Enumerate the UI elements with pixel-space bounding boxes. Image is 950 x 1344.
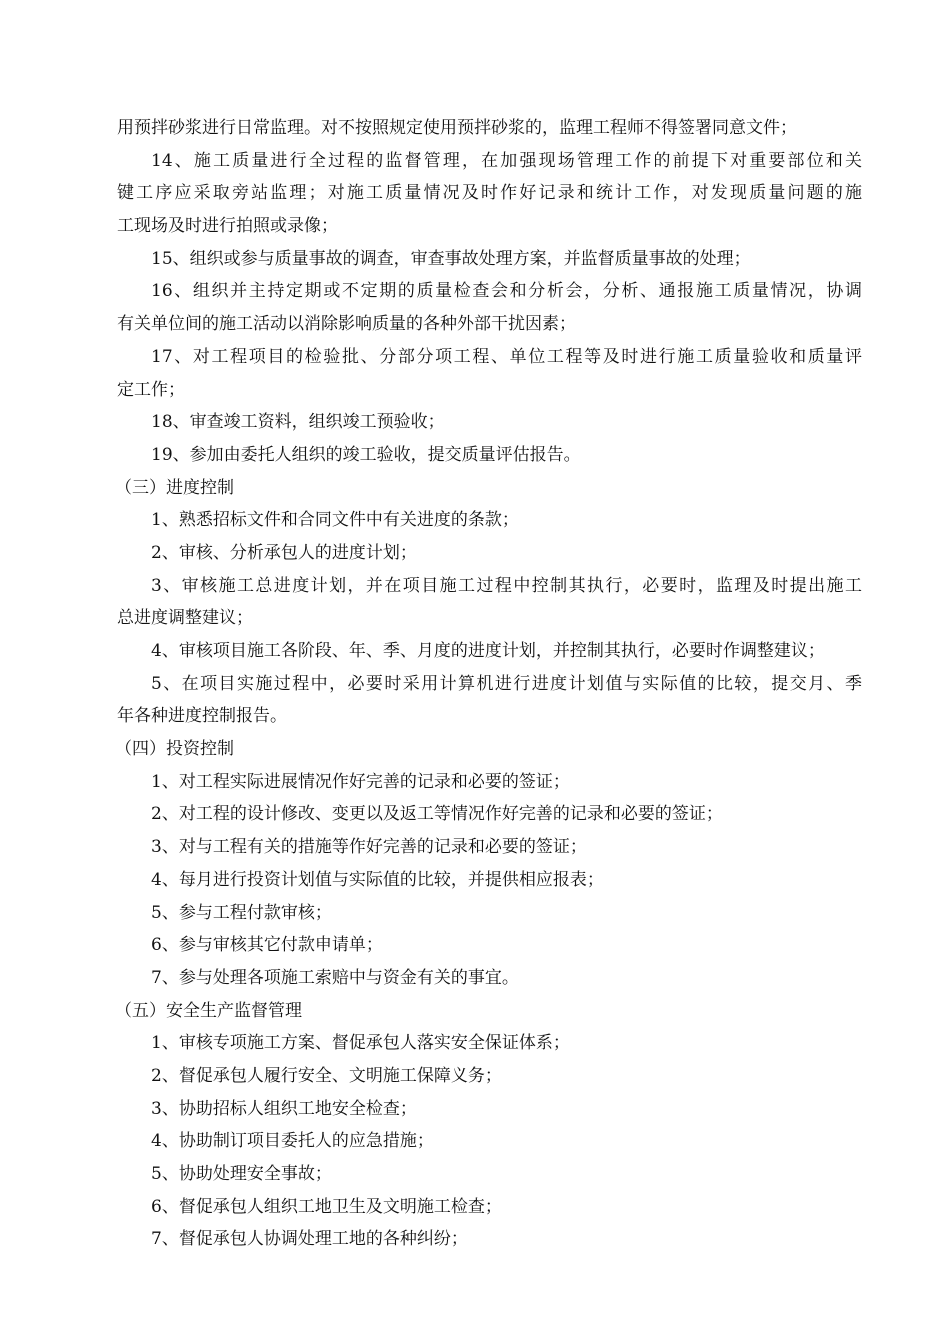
section-heading-schedule-control: （三）进度控制 (115, 477, 234, 498)
list-item: 2、审核、分析承包人的进度计划； (151, 542, 417, 563)
list-item: 4、审核项目施工各阶段、年、季、月度的进度计划，并控制其执行，必要时作调整建议； (151, 641, 825, 661)
list-item: 2、督促承包人履行安全、文明施工保障义务； (151, 1065, 502, 1086)
paragraph-item-18: 18、审查竣工资料，组织竣工预验收； (151, 412, 445, 433)
text-line: 用预拌砂浆进行日常监理。对不按照规定使用预拌砂浆的，监理工程师不得签署同意文件； (117, 118, 797, 138)
text-line: 有关单位间的施工活动以消除影响质量的各种外部干扰因素； (117, 314, 576, 335)
text-line: 定工作； (117, 379, 185, 400)
document-page (117, 112, 862, 1256)
paragraph (117, 112, 862, 145)
section-heading-investment-control: （四）投资控制 (115, 739, 234, 760)
list-item: 5、参与工程付款审核； (151, 902, 332, 923)
list-item: 3、协助招标人组织工地安全检查； (151, 1098, 417, 1119)
paragraph-item-16 (117, 275, 862, 340)
text-line: 键工序应采取旁站监理；对施工质量情况及时作好记录和统计工作，对发现质量问题的施 (117, 183, 862, 204)
text-line: 5、在项目实施过程中，必要时采用计算机进行进度计划值与实际值的比较，提交月、季 (151, 673, 862, 694)
list-item (117, 668, 862, 733)
text-line: 3、审核施工总进度计划，并在项目施工过程中控制其执行，必要时，监理及时提出施工 (151, 575, 862, 596)
list-item: 5、协助处理安全事故； (151, 1164, 332, 1184)
section-heading-safety-management: （五）安全生产监督管理 (115, 1000, 302, 1021)
text-line: 17、对工程项目的检验批、分部分项工程、单位工程等及时进行施工质量验收和质量评 (151, 346, 862, 367)
list-item: 1、审核专项施工方案、督促承包人落实安全保证体系； (151, 1033, 570, 1054)
list-item: 4、每月进行投资计划值与实际值的比较，并提供相应报表； (151, 869, 604, 890)
paragraph-item-15: 15、组织或参与质量事故的调查，审查事故处理方案，并监督质量事故的处理； (151, 248, 751, 269)
paragraph-item-17 (117, 341, 862, 406)
text-line: 总进度调整建议； (117, 608, 253, 629)
list-item: 7、参与处理各项施工索赔中与资金有关的事宜。 (151, 967, 519, 988)
text-line: 工现场及时进行拍照或录像； (117, 216, 338, 237)
list-item: 1、熟悉招标文件和合同文件中有关进度的条款； (151, 510, 519, 531)
text-line: 14、施工质量进行全过程的监督管理，在加强现场管理工作的前提下对重要部位和关 (151, 150, 862, 171)
paragraph-item-14 (117, 145, 862, 243)
text-line: 16、组织并主持定期或不定期的质量检查会和分析会，分析、通报施工质量情况，协调 (151, 281, 862, 302)
list-item: 3、对与工程有关的措施等作好完善的记录和必要的签证； (151, 837, 587, 858)
list-item: 2、对工程的设计修改、变更以及返工等情况作好完善的记录和必要的签证； (151, 804, 723, 825)
list-item: 7、督促承包人协调处理工地的各种纠纷； (151, 1229, 468, 1250)
list-item: 1、对工程实际进展情况作好完善的记录和必要的签证； (151, 771, 570, 792)
paragraph-item-19: 19、参加由委托人组织的竣工验收，提交质量评估报告。 (151, 444, 581, 465)
list-item: 6、督促承包人组织工地卫生及文明施工检查； (151, 1196, 502, 1217)
text-line: 年各种进度控制报告。 (117, 706, 287, 727)
list-item (117, 570, 862, 635)
list-item: 6、参与审核其它付款申请单； (151, 935, 383, 956)
list-item: 4、协助制订项目委托人的应急措施； (151, 1131, 434, 1152)
